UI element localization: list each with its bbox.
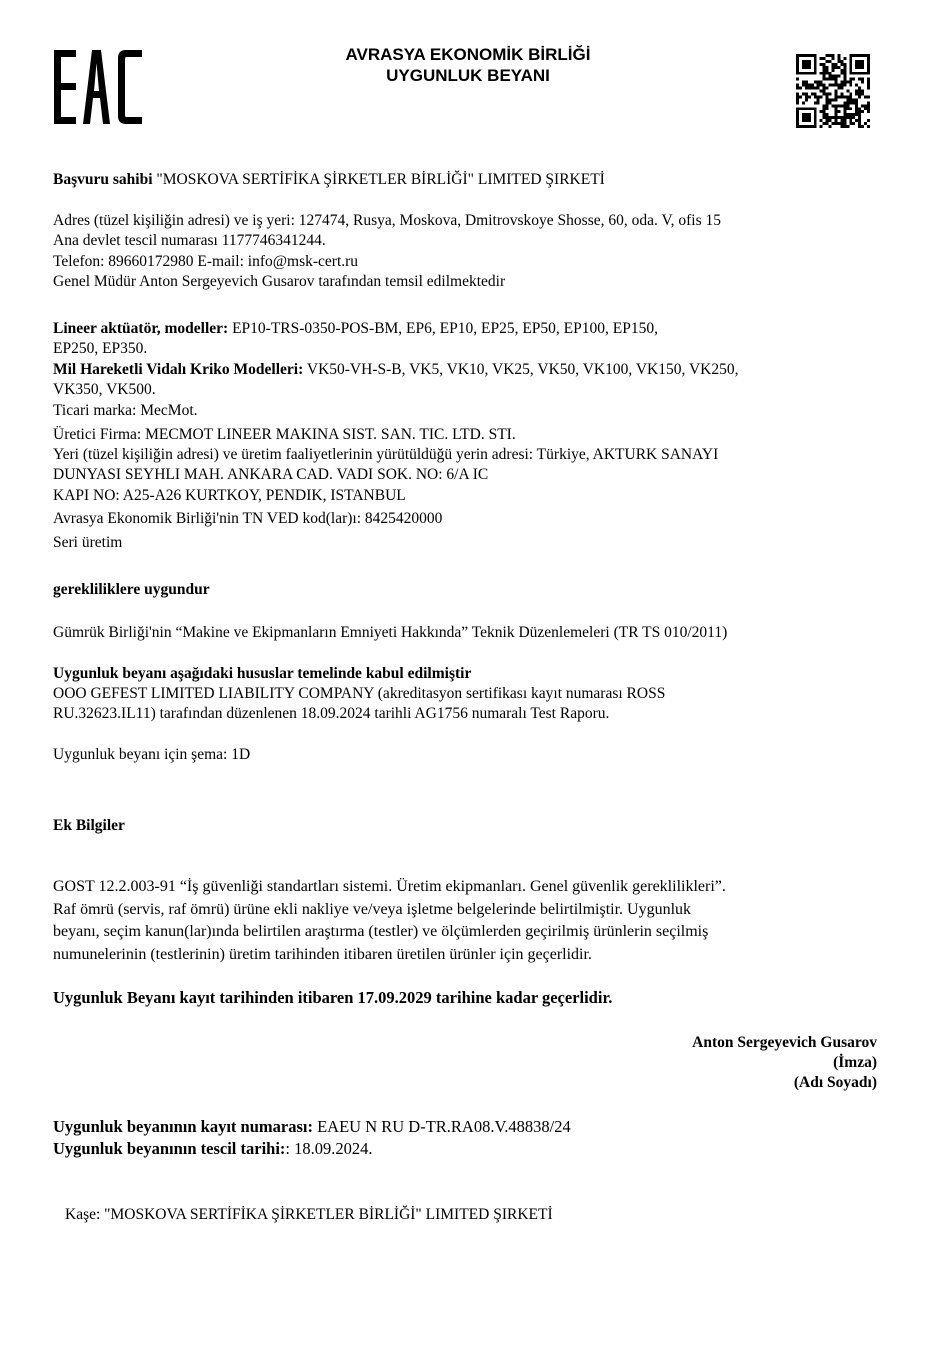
manufacturer-address-3: KAPI NO: A25-A26 KURTKOY, PENDIK, ISTANBUL bbox=[53, 487, 406, 504]
conformity-heading: gerekliliklere uygundur bbox=[53, 581, 210, 598]
additional-line-3: beyanı, seçim kanun(lar)ında belirtilen araştırma (testler) ve ölçümlerden geçirilmiş ürünlerin seçilmiş bbox=[53, 923, 709, 940]
eac-logo bbox=[52, 48, 144, 126]
registration-date-label: Uygunluk beyanının tescil tarihi: bbox=[53, 1139, 286, 1158]
additional-line-2: Raf ömrü (servis, raf ömrü) ürüne ekli nakliye ve/veya işletme belgelerinde belirtilmiştir. Uygunluk bbox=[53, 901, 692, 918]
registration-number-value: EAEU N RU D-TR.RA08.V.48838/24 bbox=[312, 1117, 571, 1136]
basis-heading: Uygunluk beyanı aşağıdaki hususlar temelinde kabul edilmiştir bbox=[53, 665, 472, 682]
document-title bbox=[230, 44, 706, 86]
signature-label: (İmza) bbox=[833, 1054, 877, 1071]
screw-jack-models: VK50-VH-S-B, VK5, VK10, VK25, VK50, VK100, VK150, VK250, bbox=[306, 361, 739, 378]
linear-actuator-line bbox=[53, 319, 658, 339]
applicant-label: Başvuru sahibi bbox=[53, 171, 153, 188]
screw-jack-line bbox=[53, 360, 738, 380]
conformity-scheme: Uygunluk beyanı için şema: 1D bbox=[53, 746, 251, 763]
applicant-contact: Telefon: 89660172980 E-mail: info@msk-cert.ru bbox=[53, 253, 359, 270]
regulation: Gümrük Birliği'nin “Makine ve Ekipmanların Emniyeti Hakkında” Teknik Düzenlemeleri (TR TS 010/2011) bbox=[53, 624, 728, 641]
applicant-value: "MOSKOVA SERTİFİKA ŞİRKETLER BİRLİĞİ" LIMITED ŞIRKETİ bbox=[156, 171, 605, 188]
validity-statement: Uygunluk Beyanı kayıt tarihinden itibaren 17.09.2029 tarihine kadar geçerlidir. bbox=[53, 988, 613, 1007]
applicant-address: Adres (tüzel kişiliğin adresi) ve iş yeri: 127474, Rusya, Moskova, Dmitrovskoye Shosse, 60, oda. V, ofis 15 bbox=[53, 212, 722, 229]
signatory-name: Anton Sergeyevich Gusarov bbox=[692, 1034, 877, 1051]
screw-jack-label: Mil Hareketli Vidalı Kriko Modelleri: bbox=[53, 361, 304, 378]
manufacturer-address-2: DUNYASI SEYHLI MAH. ANKARA CAD. VADI SOK. NO: 6/A IC bbox=[53, 466, 489, 483]
applicant-line bbox=[53, 170, 605, 190]
stamp-line: Kaşe: "MOSKOVA SERTİFİKA ŞİRKETLER BİRLİĞİ" LIMITED ŞIRKETİ bbox=[65, 1206, 553, 1223]
title-line-2: UYGUNLUK BEYANI bbox=[386, 66, 550, 85]
basis-line-1: OOO GEFEST LIMITED LIABILITY COMPANY (akreditasyon sertifikası kayıt numarası ROSS bbox=[53, 685, 666, 702]
additional-line-1: GOST 12.2.003-91 “İş güvenliği standartları sistemi. Üretim ekipmanları. Genel güvenlik gereklilikleri”. bbox=[53, 878, 726, 895]
manufacturer: Üretici Firma: MECMOT LINEER MAKINA SIST. SAN. TIC. LTD. STI. bbox=[53, 426, 516, 443]
basis-line-2: RU.32623.IL11) tarafından düzenlenen 18.09.2024 tarihli AG1756 numaralı Test Raporu. bbox=[53, 705, 610, 722]
registration-date-value: : 18.09.2024. bbox=[285, 1139, 373, 1158]
tn-ved-code: Avrasya Ekonomik Birliği'nin TN VED kod(lar)ı: 8425420000 bbox=[53, 510, 443, 527]
name-label: (Adı Soyadı) bbox=[793, 1074, 877, 1091]
additional-heading: Ek Bilgiler bbox=[53, 817, 125, 834]
manufacturer-address-1: Yeri (tüzel kişiliğin adresi) ve üretim faaliyetlerinin yürütüldüğü yerin adresi: Türkiye, AKTURK SANAYI bbox=[53, 446, 719, 463]
trademark: Ticari marka: MecMot. bbox=[53, 402, 198, 419]
registration-number-label: Uygunluk beyanının kayıt numarası: bbox=[53, 1117, 313, 1136]
linear-actuator-models: EP10-TRS-0350-POS-BM, EP6, EP10, EP25, EP50, EP100, EP150, bbox=[232, 320, 658, 337]
registration-number-line bbox=[53, 1117, 571, 1137]
screw-jack-models-cont: VK350, VK500. bbox=[53, 381, 156, 398]
title-line-1: AVRASYA EKONOMİK BİRLİĞİ bbox=[345, 45, 591, 64]
applicant-representative: Genel Müdür Anton Sergeyevich Gusarov tarafından temsil edilmektedir bbox=[53, 273, 506, 290]
registration-date-line bbox=[53, 1139, 373, 1159]
applicant-registration: Ana devlet tescil numarası 1177746341244. bbox=[53, 232, 326, 249]
linear-actuator-models-cont: EP250, EP350. bbox=[53, 340, 148, 357]
linear-actuator-label: Lineer aktüatör, modeller: bbox=[53, 320, 229, 337]
additional-line-4: numunelerinin (testlerinin) üretim tarihinden itibaren üretilen ürünler için geçerlidir. bbox=[53, 946, 592, 963]
serial-production: Seri üretim bbox=[53, 534, 123, 551]
qr-code-icon bbox=[796, 54, 870, 128]
